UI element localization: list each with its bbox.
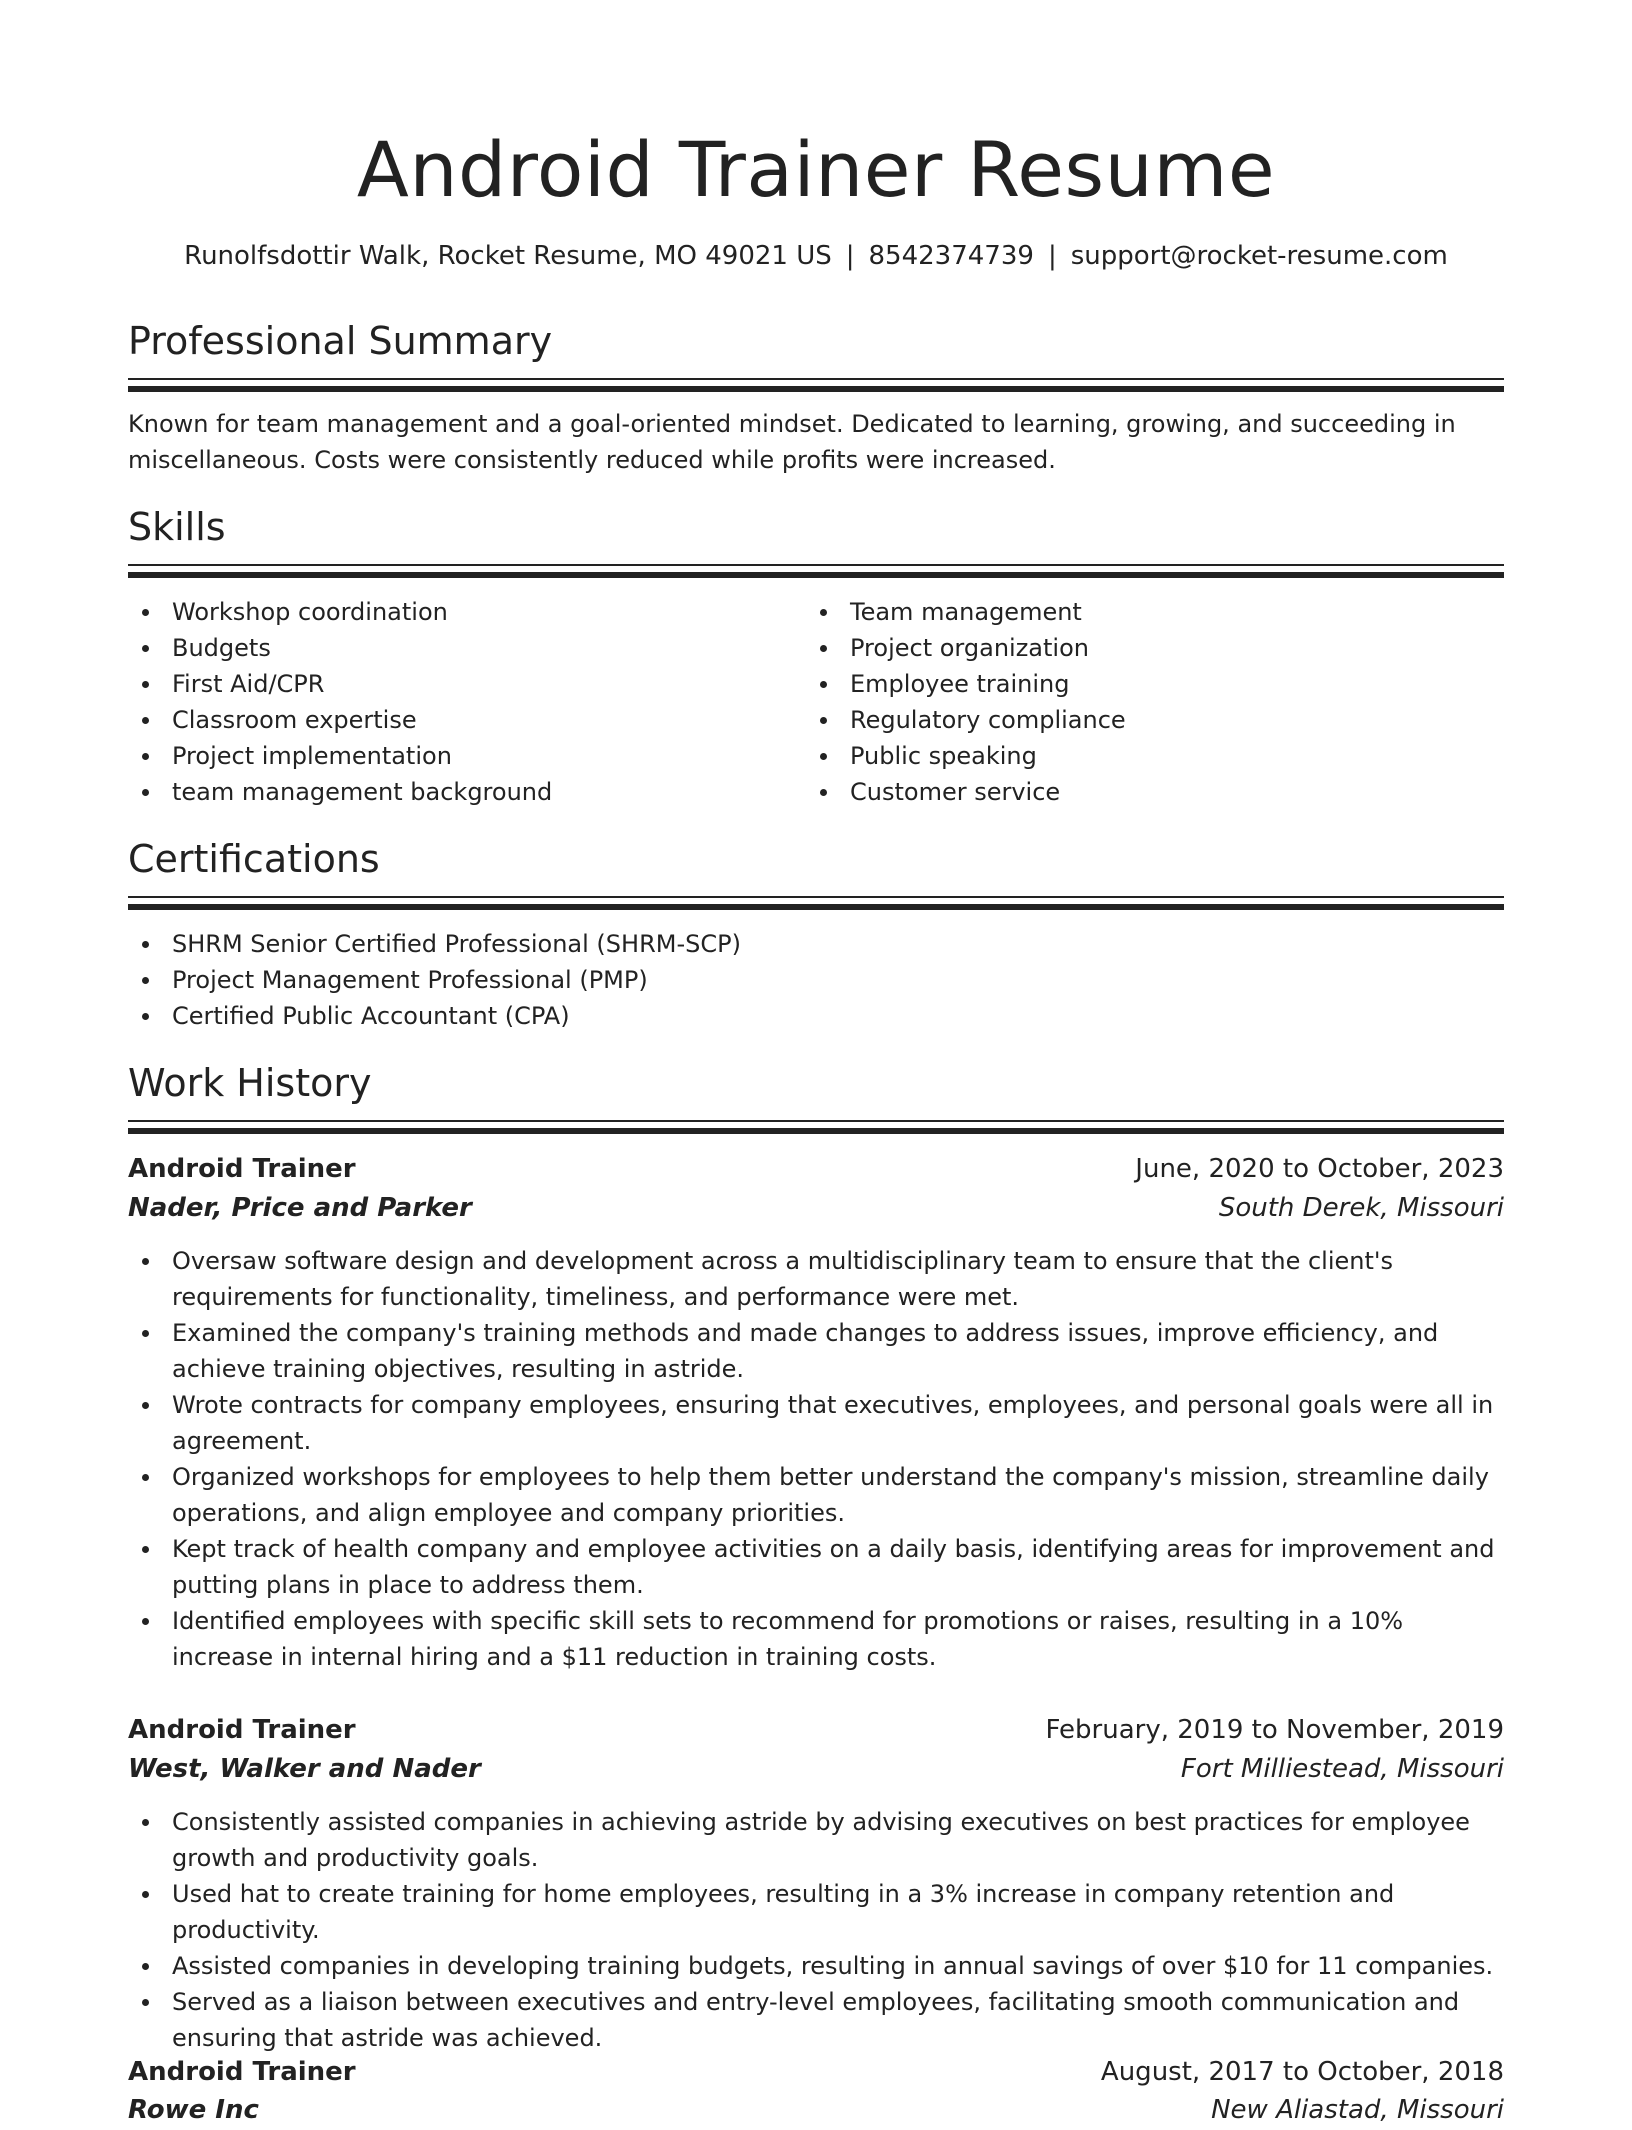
job-bullet: Served as a liaison between executives and entry-level employees, facilitating smooth communication and ensuring that astride was achieved.: [128, 1984, 1504, 2056]
certification-item: Project Management Professional (PMP): [128, 962, 1504, 998]
job-bullet: Kept track of health company and employee activities on a daily basis, identifying areas for improvement and putting plans in place to address them.: [128, 1531, 1504, 1603]
job-company: Rowe Inc: [128, 2095, 259, 2125]
job-subheader: [128, 2090, 1504, 2130]
skill-item: team management background: [128, 774, 808, 810]
job-bullet: Examined the company's training methods and made changes to address issues, improve efficiency, and achieve training objectives, resulting in astride.: [128, 1315, 1504, 1387]
skill-item: Customer service: [806, 774, 1504, 810]
section-divider: [128, 1120, 1504, 1134]
job-header: [128, 1149, 1504, 1189]
job-title: Android Trainer: [128, 1154, 356, 1184]
summary-text: Known for team management and a goal-oriented mindset. Dedicated to learning, growing, and succeeding in miscellaneous. Costs were consistently reduced while profits were increased.: [128, 410, 1456, 474]
skill-item: First Aid/CPR: [128, 666, 808, 702]
contact-separator: |: [1047, 241, 1057, 271]
job-bullet: Consistently assisted companies in achieving astride by advising executives on best practices for employee growth and productivity goals.: [128, 1804, 1504, 1876]
job-company: Nader, Price and Parker: [128, 1193, 472, 1223]
section-heading-work-history: Work History: [128, 1061, 372, 1105]
job-bullets: [128, 1804, 1504, 2056]
section-divider: [128, 378, 1504, 392]
contact-email: support@rocket-resume.com: [1070, 241, 1448, 271]
contact-address: Runolfsdottir Walk, Rocket Resume, MO 49021 US: [184, 241, 832, 271]
section-divider: [128, 564, 1504, 578]
job-location: New Aliastad, Missouri: [1211, 2095, 1504, 2125]
skills-list-right: [806, 594, 1504, 810]
job-bullet: Assisted companies in developing training budgets, resulting in annual savings of over $10 for 11 companies.: [128, 1948, 1504, 1984]
skill-item: Workshop coordination: [128, 594, 808, 630]
job-title: Android Trainer: [128, 2057, 356, 2087]
job-dates: June, 2020 to October, 2023: [1135, 1154, 1504, 1184]
job-dates: August, 2017 to October, 2018: [1100, 2057, 1504, 2087]
job-subheader: [128, 1188, 1504, 1228]
job-bullet: Wrote contracts for company employees, ensuring that executives, employees, and personal goals were all in agreement.: [128, 1387, 1504, 1459]
skills-list-left: [128, 594, 808, 810]
section-heading-summary: Professional Summary: [128, 319, 553, 363]
job-bullet: Organized workshops for employees to help them better understand the company's mission, streamline daily operations, and align employee and company priorities.: [128, 1459, 1504, 1531]
job-header: [128, 2052, 1504, 2092]
skill-item: Employee training: [806, 666, 1504, 702]
contact-line: [128, 238, 1504, 274]
job-location: South Derek, Missouri: [1218, 1193, 1504, 1223]
contact-phone: 8542374739: [868, 241, 1034, 271]
skill-item: Budgets: [128, 630, 808, 666]
job-dates: February, 2019 to November, 2019: [1045, 1715, 1504, 1745]
skill-item: Classroom expertise: [128, 702, 808, 738]
section-divider: [128, 896, 1504, 910]
job-location: Fort Milliestead, Missouri: [1180, 1754, 1504, 1784]
job-header: [128, 1710, 1504, 1750]
job-company: West, Walker and Nader: [128, 1754, 481, 1784]
certifications-list: [128, 926, 1504, 1034]
certification-item: Certified Public Accountant (CPA): [128, 998, 1504, 1034]
contact-separator: |: [845, 241, 855, 271]
skill-item: Project implementation: [128, 738, 808, 774]
certification-item: SHRM Senior Certified Professional (SHRM-SCP): [128, 926, 1504, 962]
job-bullets: [128, 1243, 1504, 1675]
resume-title: Android Trainer Resume: [356, 125, 1276, 214]
section-heading-certifications: Certifications: [128, 837, 380, 881]
skill-item: Regulatory compliance: [806, 702, 1504, 738]
skill-item: Team management: [806, 594, 1504, 630]
skill-item: Public speaking: [806, 738, 1504, 774]
job-bullet: Identified employees with specific skill sets to recommend for promotions or raises, resulting in a 10% increase in internal hiring and a $11 reduction in training costs.: [128, 1603, 1504, 1675]
job-subheader: [128, 1749, 1504, 1789]
skill-item: Project organization: [806, 630, 1504, 666]
section-heading-skills: Skills: [128, 505, 226, 549]
job-title: Android Trainer: [128, 1715, 356, 1745]
job-bullet: Used hat to create training for home employees, resulting in a 3% increase in company retention and productivity.: [128, 1876, 1504, 1948]
job-bullet: Oversaw software design and development across a multidisciplinary team to ensure that the client's requirements for functionality, timeliness, and performance were met.: [128, 1243, 1504, 1315]
